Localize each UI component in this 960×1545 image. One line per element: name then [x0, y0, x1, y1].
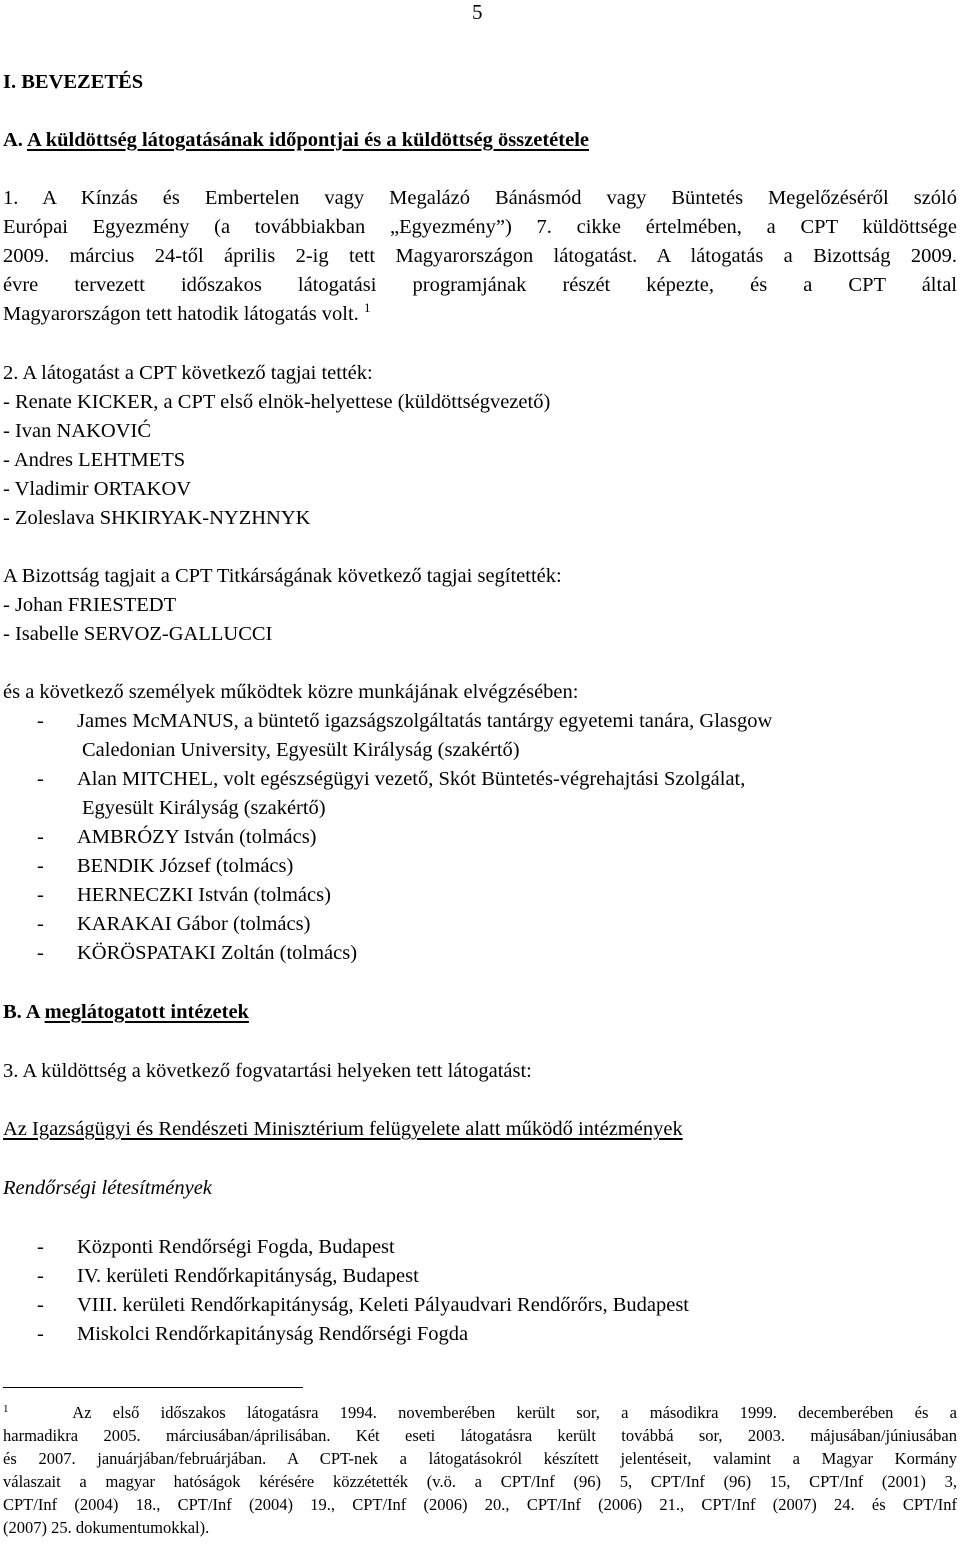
expert-line: AMBRÓZY István (tolmács) [77, 826, 317, 848]
section-a-prefix: A. [3, 129, 27, 151]
footnote-ref[interactable]: 1 [363, 300, 371, 315]
section-a-title: A küldöttség látogatásának időpontjai és a küldöttség összetétele [26, 129, 589, 151]
expert-line-continued: Egyesült Királyság (szakértő) [82, 797, 326, 819]
list-dash: - [37, 1236, 44, 1258]
experts-intro: és a következő személyek működtek közre munkájának elvégzésében: [3, 681, 579, 703]
police-item-text: Miskolci Rendőrkapitányság Rendőrségi Fogda [77, 1323, 469, 1345]
page-number: 5 [472, 0, 483, 24]
police-item [37, 1233, 395, 1262]
member-item: - Vladimir ORTAKOV [3, 478, 192, 500]
member-item: - Zoleslava SHKIRYAK-NYZHNYK [3, 507, 311, 529]
expert-line: James McMANUS, a büntető igazságszolgáltatás tantárgy egyetemi tanára, Glasgow [77, 710, 773, 732]
police-item [37, 1291, 689, 1320]
police-item-text: IV. kerületi Rendőrkapitányság, Budapest [77, 1265, 419, 1287]
police-item [37, 1320, 468, 1349]
expert-item [37, 765, 745, 794]
secretariat-intro: A Bizottság tagjait a CPT Titkárságának következő tagjai segítették: [3, 565, 562, 587]
footnote-text: Az első időszakos látogatásra 1994. novemberében került sor, a másodikra 1999. decemberében és a [72, 1403, 957, 1422]
list-dash: - [37, 1294, 44, 1316]
expert-line: KÖRÖSPATAKI Zoltán (tolmács) [77, 942, 358, 964]
member-item: - Ivan NAKOVIĆ [3, 420, 152, 442]
section-b-heading [3, 998, 249, 1027]
expert-item [37, 823, 317, 852]
member-item: - Andres LEHTMETS [3, 449, 186, 471]
member-item: - Renate KICKER, a CPT első elnök-helyettese (küldöttségvezető) [3, 391, 551, 413]
expert-item [37, 939, 357, 968]
section-b-title: meglátogatott intézetek [44, 1001, 249, 1023]
chapter-title: I. BEVEZETÉS [3, 71, 144, 93]
para2-intro: 2. A látogatást a CPT következő tagjai tették: [3, 362, 373, 384]
expert-line: KARAKAI Gábor (tolmács) [77, 913, 311, 935]
police-heading: Rendőrségi létesítmények [3, 1177, 212, 1199]
expert-line: Alan MITCHEL, volt egészségügyi vezető, Skót Büntetés-végrehajtási Szolgálat, [77, 768, 746, 790]
para1-line-4: évre tervezett időszakos látogatási programjának részét képezte, és a CPT által [3, 274, 957, 296]
footnote-line: CPT/Inf (2004) 18., CPT/Inf (2004) 19., CPT/Inf (2006) 20., CPT/Inf (2006) 21., CPT/Inf (2007) 24. és CPT/Inf [3, 1495, 957, 1514]
section-b-prefix: B. A [3, 1001, 45, 1023]
expert-item [37, 707, 772, 736]
expert-line: HERNECZKI István (tolmács) [77, 884, 331, 906]
list-dash: - [37, 1265, 44, 1287]
secretariat-item: - Isabelle SERVOZ-GALLUCCI [3, 623, 273, 645]
para3-text: 3. A küldöttség a következő fogvatartási helyeken tett látogatást: [3, 1060, 532, 1082]
police-item-text: Központi Rendőrségi Fogda, Budapest [77, 1236, 395, 1258]
ministry-heading: Az Igazságügyi és Rendészeti Minisztérium felügyelete alatt működő intézmények [3, 1118, 683, 1140]
list-dash: - [37, 826, 44, 848]
footnote-marker: 1 [3, 1403, 9, 1415]
police-item [37, 1262, 419, 1291]
list-dash: - [37, 710, 44, 732]
para1-line-3: 2009. március 24-től április 2-ig tett Magyarországon látogatást. A látogatás a Bizottság 2009. [3, 245, 957, 267]
list-dash: - [37, 855, 44, 877]
para1-line-1: 1. A Kínzás és Embertelen vagy Megalázó Bánásmód vagy Büntetés Megelőzéséről szóló [3, 187, 957, 209]
list-dash: - [37, 913, 44, 935]
list-dash: - [37, 942, 44, 964]
police-item-text: VIII. kerületi Rendőrkapitányság, Keleti Pályaudvari Rendőrőrs, Budapest [77, 1294, 689, 1316]
section-a-heading [3, 126, 589, 155]
para1-line-5-text: Magyarországon tett hatodik látogatás volt. [3, 303, 359, 325]
para1-line-5 [3, 300, 370, 329]
para1-line-2: Európai Egyezmény (a továbbiakban „Egyezmény”) 7. cikke értelmében, a CPT küldöttsége [3, 216, 957, 238]
expert-item [37, 852, 293, 881]
list-dash: - [37, 768, 44, 790]
secretariat-item: - Johan FRIESTEDT [3, 594, 177, 616]
expert-item [37, 910, 310, 939]
footnote-line: (2007) 25. dokumentumokkal). [3, 1518, 210, 1537]
expert-item [37, 881, 331, 910]
list-dash: - [37, 1323, 44, 1345]
footnote-line [3, 1401, 957, 1425]
footnote-line: harmadikra 2005. márciusában/áprilisában. Két eseti látogatásra került továbbá sor, 2003. májusában/júniusában [3, 1426, 957, 1445]
expert-line: BENDIK József (tolmács) [77, 855, 294, 877]
footnote-line: válaszait a magyar hatóságok kérésére közzétették (v.ö. a CPT/Inf (96) 5, CPT/Inf (96) 15, CPT/Inf (2001) 3, [3, 1472, 957, 1491]
list-dash: - [37, 884, 44, 906]
footnote-separator [3, 1387, 303, 1388]
expert-line-continued: Caledonian University, Egyesült Királyság (szakértő) [82, 739, 520, 761]
footnote-line: és 2007. januárjában/februárjában. A CPT-nek a látogatásokról készített jelentéseit, valamint a Magyar Kormány [3, 1449, 957, 1468]
